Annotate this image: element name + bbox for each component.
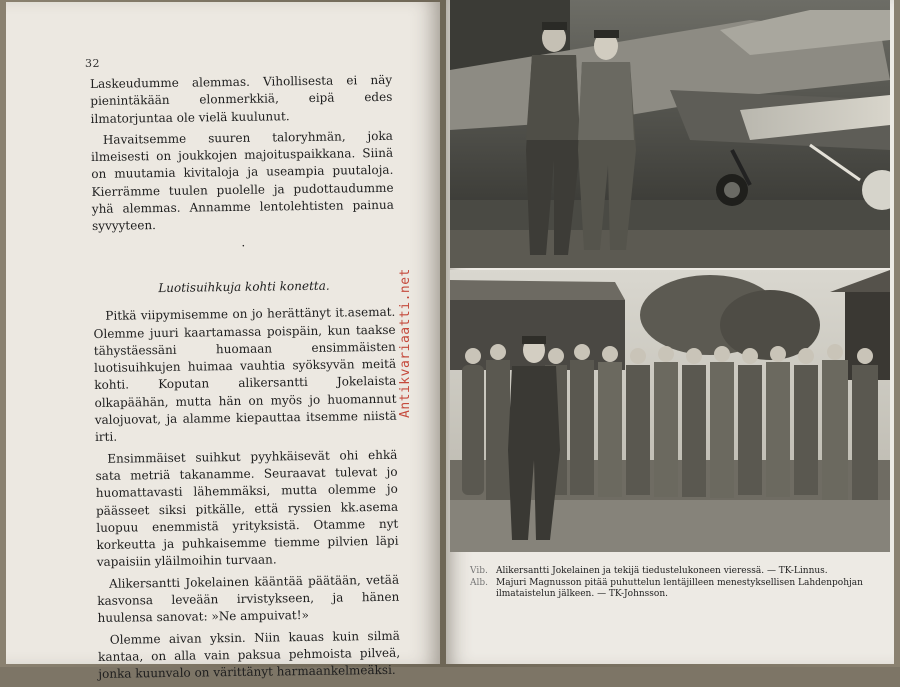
body-text [90, 72, 401, 687]
caption-row [470, 578, 880, 601]
aircraft-photo-illustration [450, 0, 890, 268]
photo-captions [470, 566, 880, 601]
caption-label: Vib. [470, 566, 488, 576]
photo-aircraft [450, 0, 890, 268]
photo-soldiers [450, 270, 890, 552]
section-heading: Luotisuihkuja kohti konetta. [158, 278, 330, 296]
paragraph: Ensimmäiset suihkut pyyhkäisevät ohi ehkä sata metriä takanamme. Seuraavat tulevat jo huomattavasti lähemmäksi, mutta olemme jo päässeet siksi pitkälle, että ryssien kk.asema luopuu enemmistä yrityksistä. Otamme nyt korkeutta ja puhkaisemme tiemme pilvien läpi vapaisiin yläilmoihin turvaan. [95, 447, 399, 570]
caption-text: Majuri Magnusson pitää puhuttelun lentäjilleen menestyksellisen Lahdenpohjan ilmataistelun jälkeen. — TK-Johnsson. [496, 577, 863, 599]
watermark: Antikvariaatti.net [398, 268, 413, 418]
paragraph: Havaitsemme suuren taloryhmän, joka ilmeisesti on joukkojen majoituspaikkana. Siinä on muutamia kivitaloja ja useampia puutaloja. Kierrämme tuulen puolelle ja pudottaudumme yhä alemmas. Annamme lentolehtisten painua syvyyteen. [91, 128, 394, 234]
separator-dot: · [241, 238, 246, 253]
page-number: 32 [85, 57, 100, 70]
paragraph: Laskeudumme alemmas. Vihollisesta ei näy pienintäkään elonmerkkiä, eipä edes ilmatorjuntaa ole vielä kuulunut. [90, 72, 393, 126]
caption-row [470, 566, 880, 578]
soldiers-photo-illustration [450, 270, 890, 552]
caption-label: Alb. [470, 577, 488, 588]
paragraph: Olemme aivan yksin. Niin kauas kuin silmä kantaa, on alla vain paksua pehmoista pilveä, jonka kuunvalo on värittänyt harmaankelmeäksi. [98, 628, 401, 682]
caption-text: Alikersantti Jokelainen ja tekijä tiedustelukoneen vieressä. — TK-Linnus. [496, 566, 828, 576]
paragraph: Pitkä viipymisemme on jo herättänyt it.asemat. Olemme juuri kaartamassa poispäin, kun taakse tähystäessäni huomaan ensimmäisten luotisuihkujen huimaa vauhtia syöksyvän meitä kohti. Koputan alikersantti Jokelaista olkapäähän, mutta hän on myös jo huomannut valojuovat, ja alamme kiepauttaa itsemme niistä irti. [93, 305, 397, 445]
paragraph: Alikersantti Jokelainen kääntää päätään, vetää kasvonsa leveään irvistykseen, ja hänen huulensa sanovat: »Ne ampuivat!» [97, 572, 400, 626]
